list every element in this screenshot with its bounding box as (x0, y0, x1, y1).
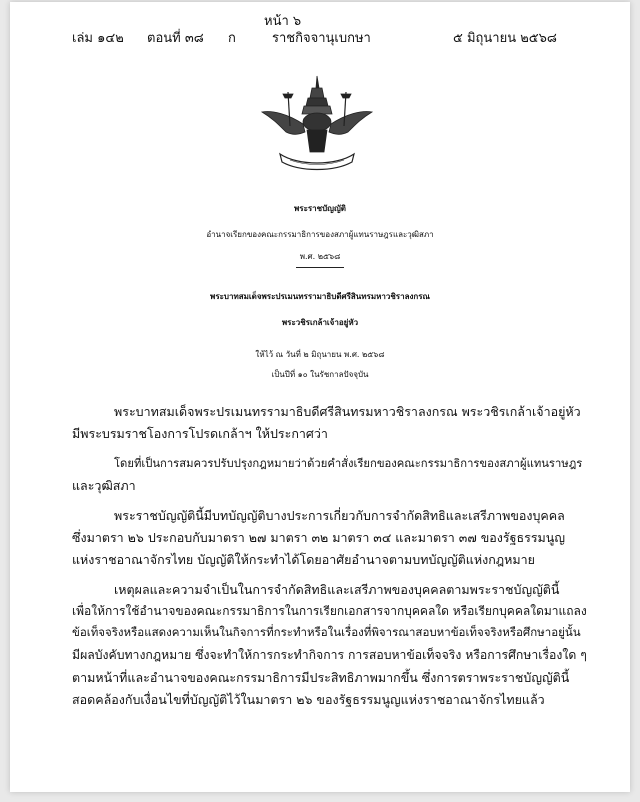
paragraph-line: ข้อเท็จจริงหรือแสดงความเห็นในกิจการที่กระทำหรือในเรื่องที่พิจารณาสอบหาข้อเท็จจริงหรือศึกษาอยู่นั้น (72, 625, 581, 639)
part-label: ก (228, 31, 236, 46)
given-date: ให้ไว้ ณ วันที่ ๒ มิถุนายน พ.ศ. ๒๕๖๘ (255, 350, 385, 359)
act-year: พ.ศ. ๒๕๖๘ (299, 252, 341, 261)
page-number: หน้า ๖ (264, 14, 302, 29)
paragraph-line: มีผลบังคับทางกฎหมาย ซึ่งจะทำให้การกระทำกิจการ การสอบหาข้อเท็จจริง หรือการศึกษาเรื่องใด ๆ (72, 648, 587, 662)
act-title: พระราชบัญญัติ (294, 203, 346, 213)
reign-year: เป็นปีที่ ๑๐ ในรัชกาลปัจจุบัน (271, 370, 369, 379)
paragraph-line: สอดคล้องกับเงื่อนไขที่บัญญัติไว้ในมาตรา ๒๖ ของรัฐธรรมนูญแห่งราชอาณาจักรไทยแล้ว (72, 692, 545, 707)
paragraph-line: เพื่อให้การใช้อำนาจของคณะกรรมาธิการในการเรียกเอกสารจากบุคคลใด หรือเรียกบุคคลใดมาแถลง (72, 604, 587, 618)
paragraph-line: โดยที่เป็นการสมควรปรับปรุงกฎหมายว่าด้วยคำสั่งเรียกของคณะกรรมาธิการของสภาผู้แทนราษฎร (114, 457, 583, 470)
paragraph-line: พระราชบัญญัตินี้มีบทบัญญัติบางประการเกี่ยวกับการจำกัดสิทธิและเสรีภาพของบุคคล (114, 508, 565, 523)
title-divider (296, 267, 344, 268)
gazette-name: ราชกิจจานุเบกษา (272, 31, 371, 46)
act-subtitle: อำนาจเรียกของคณะกรรมาธิการของสภาผู้แทนราษฎรและวุฒิสภา (206, 230, 434, 239)
gazette-date: ๕ มิถุนายน ๒๕๖๘ (453, 31, 557, 46)
section-number: ตอนที่ ๓๘ (147, 31, 204, 46)
paragraph-line: มีพระบรมราชโองการโปรดเกล้าฯ ให้ประกาศว่า (72, 426, 328, 441)
paragraph-line: ตามหน้าที่และอำนาจของคณะกรรมาธิการมีประสิทธิภาพมากขึ้น ซึ่งการตราพระราชบัญญัตินี้ (72, 670, 570, 685)
king-name-line2: พระวชิรเกล้าเจ้าอยู่หัว (281, 317, 359, 327)
volume-number: เล่ม ๑๔๒ (72, 31, 124, 46)
gazette-page (10, 2, 630, 792)
paragraph-line: พระบาทสมเด็จพระปรเมนทรรามาธิบดีศรีสินทรมหาวชิราลงกรณ พระวชิรเกล้าเจ้าอยู่หัว (114, 404, 581, 419)
paragraph-line: แห่งราชอาณาจักรไทย บัญญัติให้กระทำได้โดยอาศัยอำนาจตามบทบัญญัติแห่งกฎหมาย (72, 552, 535, 567)
king-name-line1: พระบาทสมเด็จพระปรเมนทรรามาธิบดีศรีสินทรมหาวชิราลงกรณ (210, 291, 430, 301)
paragraph-line: ซึ่งมาตรา ๒๖ ประกอบกับมาตรา ๒๗ มาตรา ๓๒ มาตรา ๓๔ และมาตรา ๓๗ ของรัฐธรรมนูญ (72, 530, 565, 545)
garuda-royal-emblem-icon (258, 74, 376, 174)
paragraph-line: และวุฒิสภา (72, 478, 136, 493)
paragraph-line: เหตุผลและความจำเป็นในการจำกัดสิทธิและเสรีภาพของบุคคลตามพระราชบัญญัตินี้ (114, 582, 560, 597)
